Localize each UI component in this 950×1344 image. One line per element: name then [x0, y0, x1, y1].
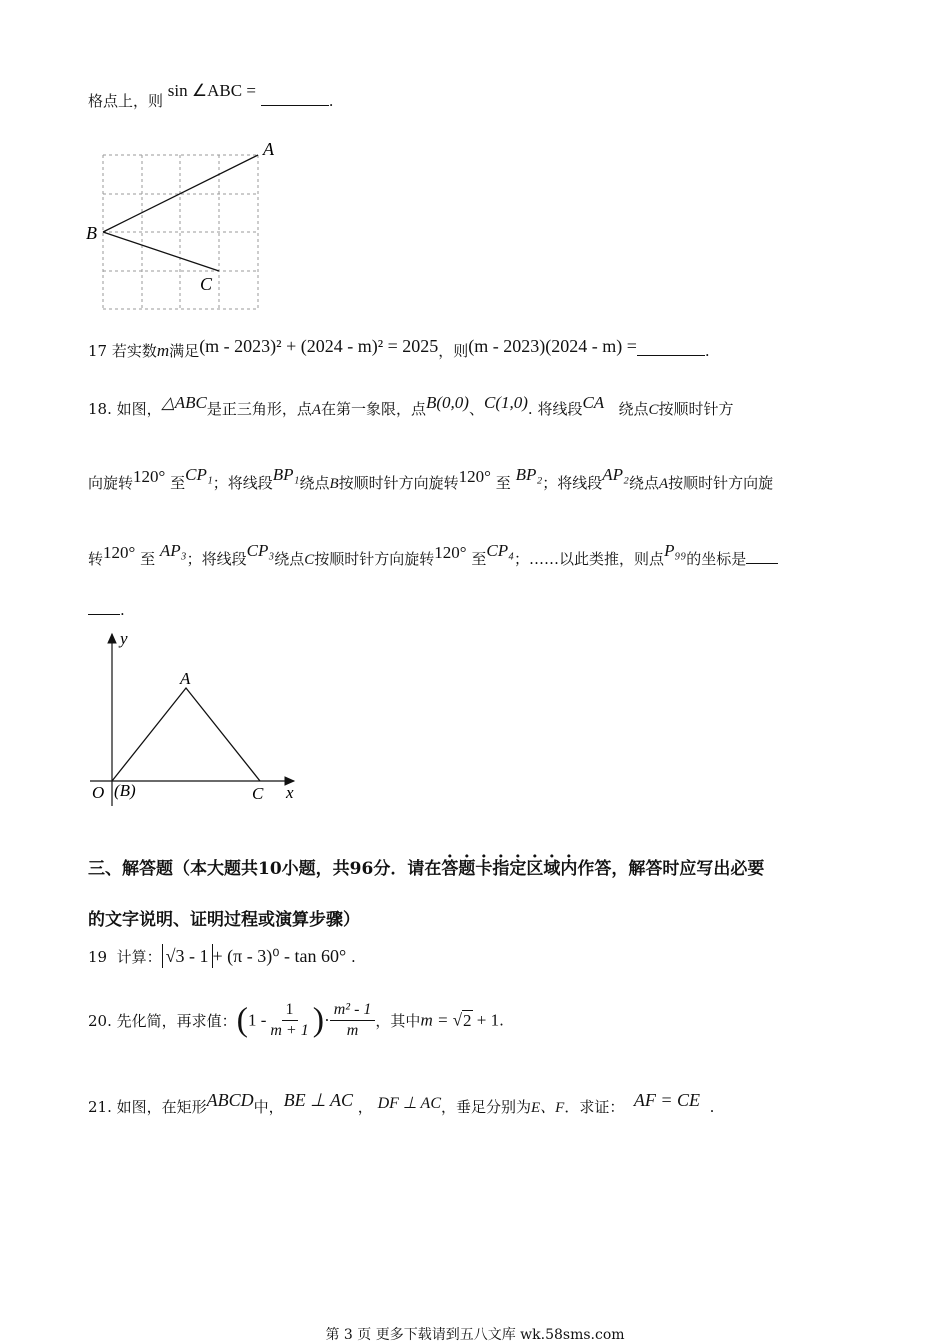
q16-suffix: .: [328, 92, 334, 110]
emphasis-char: 答: [441, 859, 459, 879]
label-b: (B): [114, 781, 136, 800]
q21-mid1: 中，: [253, 1098, 284, 1116]
q18-degree-2: 120°: [458, 467, 491, 486]
q18-cp1: CP₁: [185, 465, 213, 484]
emphasis-char: 卡: [475, 859, 493, 879]
q19-line: [88, 946, 356, 967]
q18-p99: P₉₉: [664, 541, 687, 560]
q18-cp4: CP₄: [486, 541, 515, 560]
label-y: y: [120, 629, 128, 648]
q19-expr-rest: + (π - 3)⁰ - tan 60°: [212, 946, 347, 966]
q19-number: 19: [88, 948, 108, 966]
q21-line: [88, 1090, 715, 1117]
q18-text-3d: 按顺时针方向旋转: [314, 550, 435, 568]
q17-text1: 若实数: [111, 342, 157, 360]
q21-suffix: .: [709, 1098, 715, 1116]
q19-abs-expr: √3 - 1: [162, 944, 213, 968]
q18-text-1b: 是正三角形，点: [206, 400, 312, 418]
q19-text: 计算：: [116, 948, 162, 966]
q16-grid-diagram: [82, 138, 282, 316]
q18-line2: [88, 465, 774, 493]
q18-end: .: [120, 601, 125, 619]
q18-point-a-2: A: [658, 476, 669, 492]
q18-ap2: AP₂: [602, 465, 629, 484]
q21-be-perp: BE ⊥ AC: [283, 1090, 353, 1110]
page-footer: 第 3 页 更多下载请到五八文库 wk.58sms.com: [325, 1327, 625, 1343]
emphasis-char: 题: [458, 859, 476, 879]
q20-one-minus: 1 -: [247, 1010, 267, 1030]
q18-text-2f: 绕点: [628, 474, 659, 492]
q18-line1: [88, 393, 734, 419]
q21-comma: ，: [357, 1098, 373, 1116]
emphasis-char: 指: [492, 859, 510, 879]
q21-prefix: 21. 如图，在矩形: [88, 1098, 207, 1116]
q18-text-2b: ；将线段: [212, 474, 273, 492]
q21-proof: AF = CE: [633, 1090, 701, 1110]
section3-head-a: 三、解答题（本大题共: [88, 859, 258, 879]
label-b: B: [86, 223, 97, 243]
q18-answer-blank: [746, 549, 778, 564]
q18-text-1c: 在第一象限，点: [321, 400, 427, 418]
q17-eq2: (m - 2023)(2024 - m) =: [468, 336, 637, 356]
q20-sqrt: √2: [452, 1010, 472, 1030]
q18-answer-blank-cont: [88, 600, 120, 615]
q20-mid: ，其中: [375, 1012, 421, 1030]
q18-triangle: △ABC: [161, 393, 207, 412]
section3-head-b: 小题，共: [281, 859, 350, 879]
q17-answer-blank: [637, 341, 705, 356]
section3-head-d: 作答，解答时应写出必要: [577, 859, 765, 879]
section3-count: 10: [258, 859, 282, 879]
q21-ef: E、F: [531, 1100, 565, 1116]
label-c: C: [200, 274, 213, 294]
segment-bc: [103, 232, 219, 271]
q18-text-3b: ；将线段: [186, 550, 247, 568]
q20-left-paren: (: [236, 1001, 248, 1039]
q18-line3: [88, 541, 778, 569]
section3-heading-line2: 的文字说明、证明过程或演算步骤）: [88, 910, 360, 930]
q20-fraction-2: [330, 1000, 376, 1041]
q18-cp3: CP₃: [246, 541, 275, 560]
q20-sqrt-value: 2: [463, 1010, 472, 1030]
q17-suffix: .: [704, 342, 710, 360]
q17-eq1: (m - 2023)² + (2024 - m)² = 2025: [199, 336, 439, 356]
section3-head-c: 分．请在: [373, 859, 442, 879]
q18-line4: [88, 600, 125, 619]
q18-sep: 、: [468, 400, 484, 418]
q18-point-b0: B(0,0): [426, 393, 469, 412]
q18-text-1e: 绕点: [618, 400, 649, 418]
q17-text2: 满足: [169, 342, 200, 360]
q21-mid3: ．求证：: [564, 1098, 625, 1116]
q20-cond-m: m =: [420, 1010, 453, 1030]
q18-to: 至: [170, 474, 186, 492]
q20-frac2-den: m: [346, 1022, 359, 1039]
q16-expr: sin ∠ABC =: [167, 81, 256, 100]
q18-text-3f: 的坐标是: [686, 550, 747, 568]
q18-point-b: B: [329, 476, 339, 492]
q17-number: 17: [88, 342, 108, 360]
q20-frac2-num: m² - 1: [330, 1000, 376, 1021]
q21-rect: ABCD: [206, 1090, 254, 1110]
q20-prefix: 20. 先化简，再求值：: [88, 1012, 237, 1030]
grid-lines: [103, 155, 258, 309]
q18-text-1f: 按顺时针方: [658, 400, 734, 418]
q20-right-paren: ): [312, 1001, 325, 1039]
q18-text-1d: . 将线段: [527, 400, 583, 418]
q17-text3: ，则: [438, 342, 469, 360]
q20-frac1-den: m + 1: [270, 1022, 309, 1039]
q17-var-m: m: [156, 341, 170, 360]
q18-degree: 120°: [133, 467, 166, 486]
q20-dot: ·: [324, 1010, 330, 1030]
q17-line: [88, 336, 710, 361]
q18-text-3c: 绕点: [274, 550, 305, 568]
emphasis-char: 内: [560, 859, 578, 879]
q18-text-2a: 向旋转: [88, 474, 134, 492]
emphasis-char: 区: [526, 859, 544, 879]
q20-cond-plus: + 1: [472, 1010, 500, 1030]
q18-segment-ca: CA: [582, 393, 605, 412]
q20-suffix: .: [499, 1011, 504, 1030]
q18-text-1a: 18. 如图，: [88, 400, 162, 418]
q18-point-c1: C(1,0): [484, 393, 528, 412]
q18-text-2e: ；将线段: [542, 474, 603, 492]
q18-to-2: 至: [495, 474, 511, 492]
q18-bp1: BP₁: [272, 465, 300, 484]
q18-to-3: 至: [140, 550, 156, 568]
label-a: A: [180, 669, 191, 688]
q21-df-perp: DF ⊥ AC: [377, 1095, 441, 1112]
q18-point-c: C: [648, 402, 659, 418]
q18-triangle-diagram: [84, 628, 314, 808]
q18-point-a: A: [311, 402, 321, 418]
emphasis-char: 定: [509, 859, 527, 879]
q21-mid2: ，垂足分别为: [441, 1098, 532, 1116]
q16-line: [88, 81, 334, 111]
emphasis-char: 域: [543, 859, 561, 879]
label-c: C: [252, 784, 264, 803]
q18-point-c-3: C: [304, 552, 315, 568]
segment-ba: [103, 155, 258, 232]
q18-ap3: AP₃: [159, 541, 187, 560]
q16-answer-blank: [261, 91, 329, 106]
q18-to-4: 至: [471, 550, 487, 568]
label-a: A: [263, 139, 274, 159]
q18-text-2d: 按顺时针方向旋转: [338, 474, 459, 492]
q20-frac1-num: 1: [282, 1000, 298, 1021]
q18-text-3e: ；……以此类推，则点: [514, 550, 665, 568]
triangle-abc: [112, 688, 260, 781]
label-o: O: [92, 783, 105, 802]
q19-suffix: .: [350, 948, 356, 966]
section3-heading: [88, 854, 764, 879]
section3-score: 96: [349, 859, 374, 879]
q16-prefix: 格点上，则: [88, 92, 164, 110]
q18-degree-3: 120°: [103, 543, 136, 562]
q20-line: [88, 1000, 504, 1041]
q20-fraction-1: [266, 1000, 312, 1041]
q18-text-2c: 绕点: [299, 474, 330, 492]
q18-degree-4: 120°: [434, 543, 467, 562]
label-x: x: [286, 783, 294, 802]
q18-text-2g: 按顺时针方向旋: [668, 474, 774, 492]
q18-text-3a: 转: [88, 550, 104, 568]
q18-bp2: BP₂: [515, 465, 543, 484]
